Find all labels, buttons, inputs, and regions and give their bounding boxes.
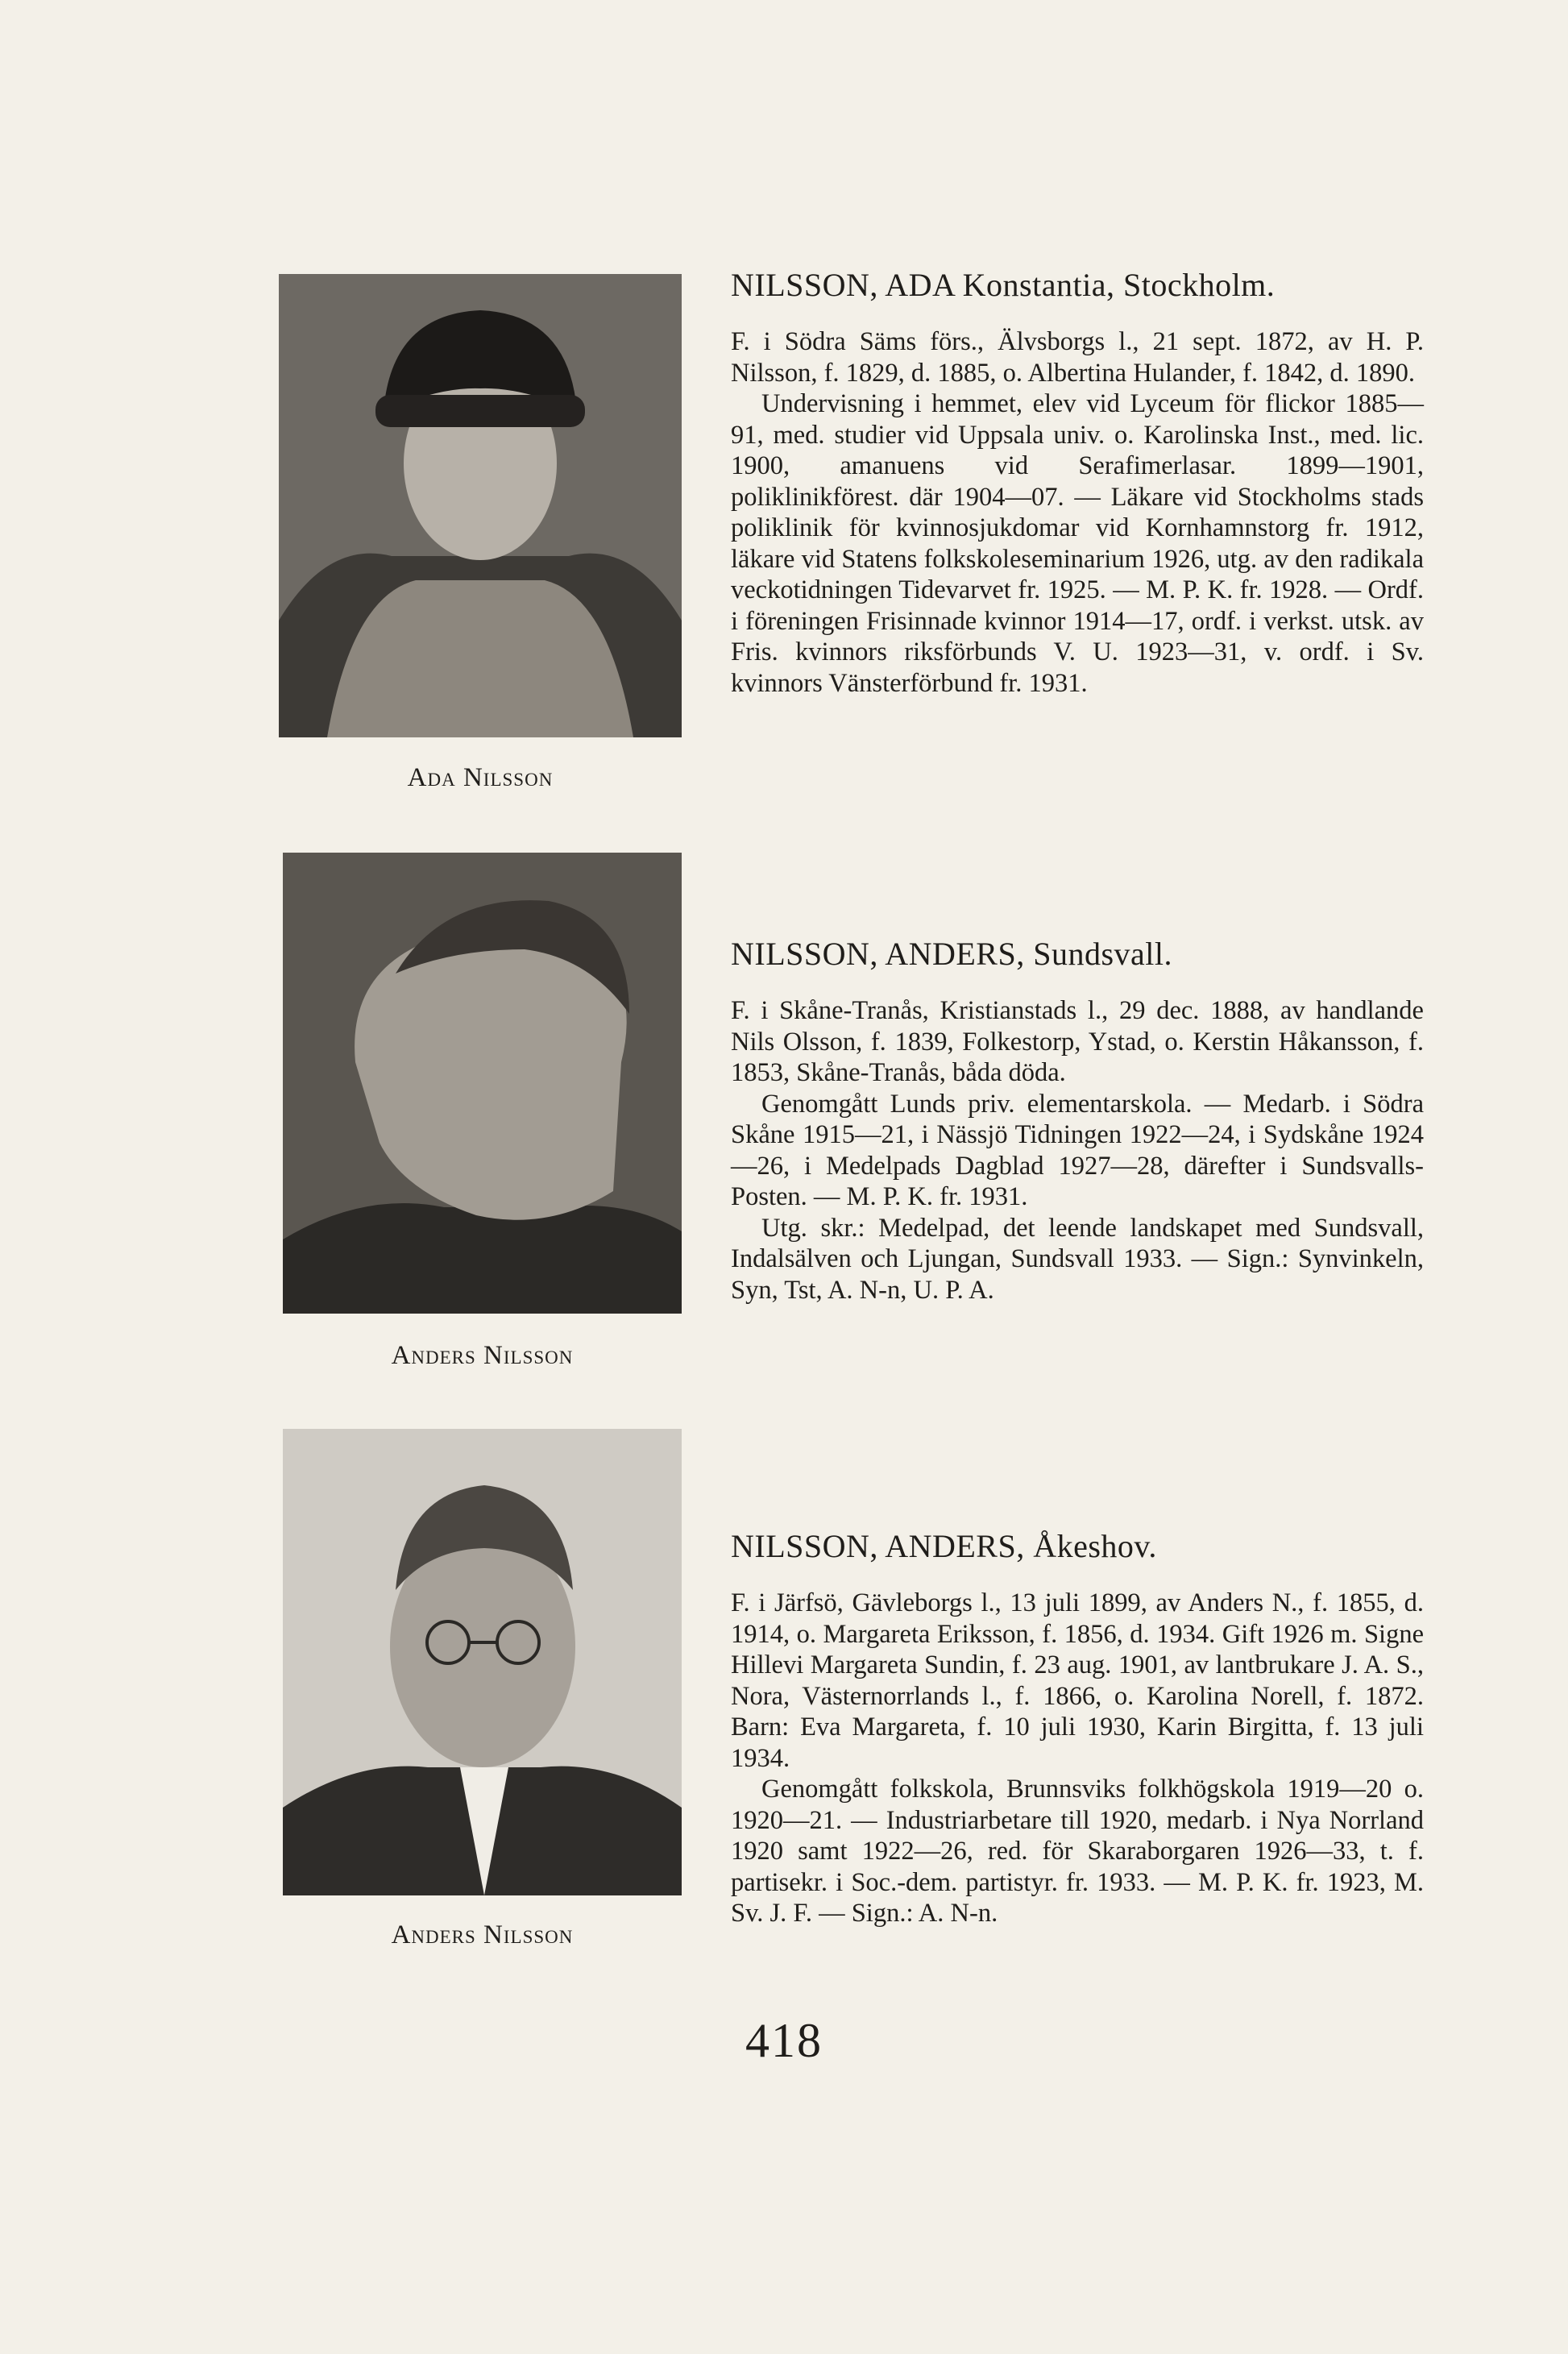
- photo-caption: Anders Nilsson: [391, 1920, 574, 1949]
- portrait-photo-anders-nilsson: [283, 1429, 682, 1895]
- photo-caption: Anders Nilsson: [391, 1341, 574, 1370]
- entry-heading: NILSSON, ADA Konstantia, Stockholm.: [731, 267, 1276, 303]
- entry-paragraph: F. i Skåne-Tranås, Kristianstads l., 29 dec. 1888, av handlande Nils Olsson, f. 1839, Folkestorp, Ystad, o. Kerstin Håkansson, f. 1853, Skåne-Tranås, båda döda.: [731, 996, 1424, 1087]
- entry-paragraph: F. i Järfsö, Gävleborgs l., 13 juli 1899, av Anders N., f. 1855, d. 1914, o. Margareta Eriksson, f. 1856, d. 1934. Gift 1926 m. Signe Hillevi Margareta Sundin, f. 23 aug. 1901, av lantbrukare J. A. S., Nora, Västernorrlands l., f. 1866, o. Karolina Norell, f. 1872. Barn: Eva Margareta, f. 10 juli 1930, Karin Birgitta, f. 13 juli 1934.: [731, 1588, 1424, 1773]
- biography-entry: [731, 1527, 1424, 1929]
- portrait-photo-anders-nilsson: [283, 853, 682, 1314]
- portrait-photo-ada-nilsson: [279, 274, 682, 737]
- biography-entry: [731, 266, 1424, 699]
- entry-paragraph: Genomgått Lunds priv. elementarskola. — Medarb. i Södra Skåne 1915—21, i Nässjö Tidningen 1922—24, i Sydskåne 1924—26, i Medelpads Dagblad 1927—28, därefter i Sundsvalls-Posten. — M. P. K. fr. 1931.: [731, 1089, 1424, 1211]
- entry-paragraph: Undervisning i hemmet, elev vid Lyceum för flickor 1885—91, med. studier vid Uppsala univ. o. Karolinska Inst., med. lic. 1900, amanuens vid Serafimerlasar. 1899—1901, poliklinikförest. där 1904—07. — Läkare vid Stockholms stads poliklinik för kvinnosjukdomar vid Kornhamnstorg fr. 1912, läkare vid Statens folkskoleseminarium 1926, utg. av den radikala veckotidningen Tidevarvet fr. 1925. — M. P. K. fr. 1928. — Ordf. i föreningen Frisinnade kvinnor 1914—17, ordf. i verkst. utsk. av Fris. kvinnors riksförbunds V. U. 1923—31, v. ordf. i Sv. kvinnors Vänsterförbund fr. 1931.: [731, 389, 1424, 698]
- entry-heading: NILSSON, ANDERS, Sundsvall.: [731, 936, 1173, 972]
- entry-paragraph: F. i Södra Säms förs., Älvsborgs l., 21 sept. 1872, av H. P. Nilsson, f. 1829, d. 1885, o. Albertina Hulander, f. 1842, d. 1890.: [731, 327, 1424, 388]
- entry-paragraph: Utg. skr.: Medelpad, det leende landskapet med Sundsvall, Indalsälven och Ljungan, Sundsvall 1933. — Sign.: Synvinkeln, Syn, Tst, A. N-n, U. P. A.: [731, 1213, 1424, 1305]
- entry-heading: NILSSON, ANDERS, Åkeshov.: [731, 1528, 1157, 1564]
- entry-paragraph: Genomgått folkskola, Brunnsviks folkhögskola 1919—20 o. 1920—21. — Industriarbetare till 1920, medarb. i Nya Norrland 1920 samt 1922—26, red. för Skaraborgaren 1926—33, t. f. partisekr. i Soc.-dem. partistyr. fr. 1933. — M. P. K. fr. 1923, M. Sv. J. F. — Sign.: A. N-n.: [731, 1775, 1424, 1928]
- biography-entry: [731, 935, 1424, 1306]
- page-number: 418: [745, 2014, 823, 2067]
- photo-caption: Ada Nilsson: [407, 763, 554, 792]
